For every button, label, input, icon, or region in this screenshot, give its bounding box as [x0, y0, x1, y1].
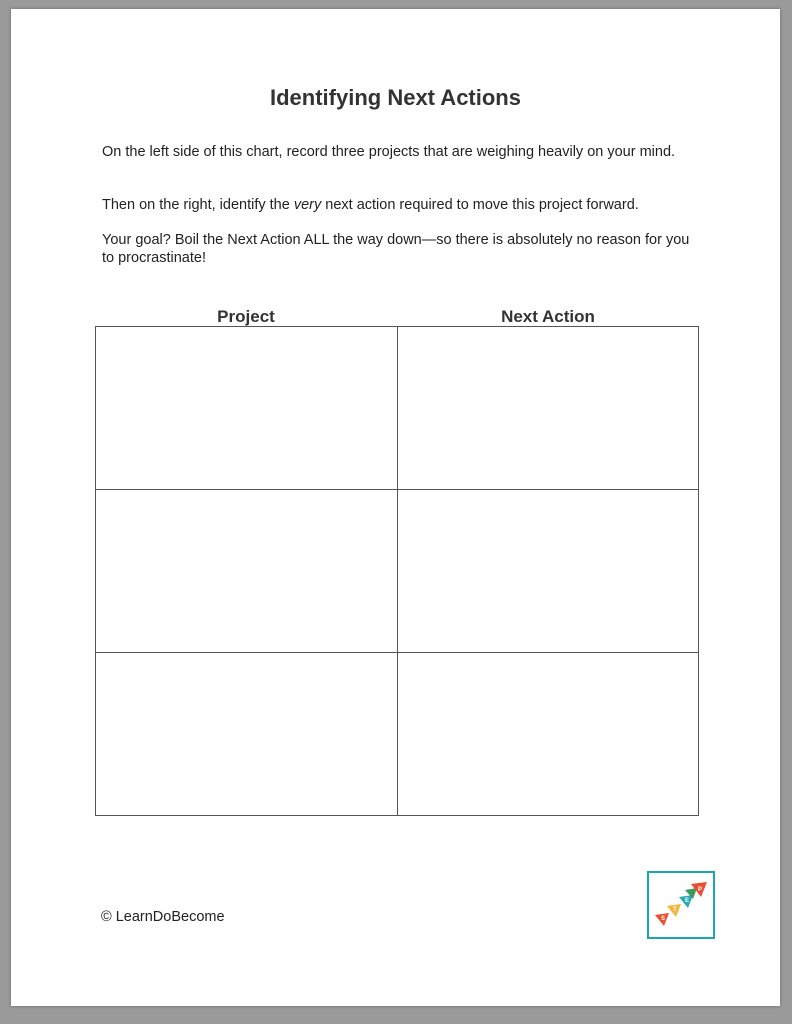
- next-action-cell-2: [397, 490, 699, 653]
- column-header-project: Project: [217, 307, 275, 326]
- project-cell-3: [96, 653, 398, 816]
- logo-letter-t: T: [673, 907, 677, 913]
- project-cell-2: [96, 490, 398, 653]
- instruction-paragraph-3: Your goal? Boil the Next Action ALL the way down—so there is absolutely no reason for you to procrastinate!: [102, 232, 690, 266]
- next-action-cell-1: [397, 327, 699, 490]
- table-row: [96, 490, 699, 653]
- copyright-text: © LearnDoBecome: [101, 909, 225, 925]
- table-row: [96, 327, 699, 490]
- logo-letter-p: P: [698, 887, 703, 893]
- instruction-paragraph-2: [102, 196, 692, 214]
- step-logo-icon: [649, 873, 713, 937]
- project-cell-1: [96, 327, 398, 490]
- page-title: Identifying Next Actions: [270, 85, 521, 110]
- paragraph-2-emphasis: very: [293, 197, 322, 213]
- column-header-next-action: Next Action: [501, 307, 595, 326]
- logo-letter-s: S: [661, 916, 666, 922]
- step-logo: [647, 871, 715, 939]
- table-row: [96, 653, 699, 816]
- project-action-table: [95, 326, 699, 816]
- logo-letter-e: E: [685, 898, 690, 904]
- paragraph-2-start: Then on the right, identify the: [102, 197, 294, 213]
- paragraph-2-end: next action required to move this project forward.: [321, 197, 639, 213]
- instruction-paragraph-1: On the left side of this chart, record three projects that are weighing heavily on your mind.: [102, 144, 676, 160]
- worksheet-page: [11, 9, 780, 1006]
- next-action-cell-3: [397, 653, 699, 816]
